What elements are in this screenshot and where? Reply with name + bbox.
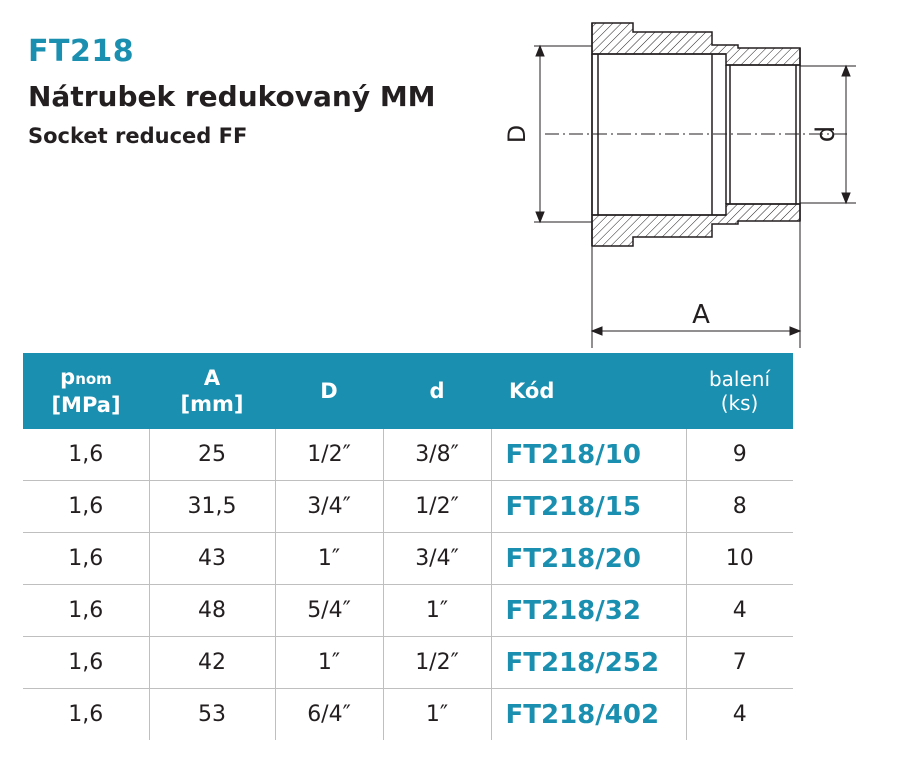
col-header-baleni: balení (ks): [686, 353, 793, 429]
col-header-D: D: [275, 353, 383, 429]
product-title-cz: Nátrubek redukovaný MM: [28, 80, 436, 113]
dimension-label-d: d: [811, 125, 841, 143]
cell-d: 3/8″: [383, 429, 491, 481]
table-row: [23, 429, 793, 481]
cell-a: 42: [149, 637, 275, 689]
cell-baleni: 7: [686, 637, 793, 689]
cell-baleni: 9: [686, 429, 793, 481]
col-header-a: A [mm]: [149, 353, 275, 429]
cell-d: 1″: [383, 689, 491, 741]
cell-pnom: 1,6: [23, 533, 149, 585]
product-code-title: FT218: [28, 34, 135, 69]
cell-baleni: 8: [686, 481, 793, 533]
table-row: [23, 481, 793, 533]
dimension-label-A: A: [692, 300, 710, 330]
cell-pnom: 1,6: [23, 585, 149, 637]
cell-d: 1/2″: [383, 637, 491, 689]
product-title-en: Socket reduced FF: [28, 124, 248, 148]
cell-kod: FT218/20: [491, 533, 686, 585]
cell-kod: FT218/10: [491, 429, 686, 481]
cell-D: 6/4″: [275, 689, 383, 741]
table-row: [23, 533, 793, 585]
cell-a: 25: [149, 429, 275, 481]
fitting-bottom-wall: [592, 204, 800, 246]
table-row: [23, 585, 793, 637]
technical-drawing: [490, 10, 870, 355]
table-row: [23, 689, 793, 741]
cell-pnom: 1,6: [23, 429, 149, 481]
cell-D: 1/2″: [275, 429, 383, 481]
col-header-d: d: [383, 353, 491, 429]
cell-D: 1″: [275, 533, 383, 585]
specification-table: [23, 353, 793, 740]
cell-kod: FT218/402: [491, 689, 686, 741]
cell-d: 3/4″: [383, 533, 491, 585]
dimension-label-D: D: [503, 124, 531, 144]
table-header-row: [23, 353, 793, 429]
col-header-kod: Kód: [491, 353, 686, 429]
cell-a: 53: [149, 689, 275, 741]
cell-a: 48: [149, 585, 275, 637]
cell-D: 1″: [275, 637, 383, 689]
cell-pnom: 1,6: [23, 481, 149, 533]
cell-kod: FT218/15: [491, 481, 686, 533]
cell-D: 5/4″: [275, 585, 383, 637]
cell-D: 3/4″: [275, 481, 383, 533]
cell-baleni: 4: [732, 702, 747, 727]
cell-baleni: 10: [686, 533, 793, 585]
cell-a: 31,5: [149, 481, 275, 533]
cell-kod: FT218/32: [491, 585, 686, 637]
cell-baleni: 4: [686, 585, 793, 637]
cell-kod: FT218/252: [491, 637, 686, 689]
cell-pnom: 1,6: [23, 689, 149, 741]
col-header-pnom: pnom [MPa]: [23, 353, 149, 429]
cell-pnom: 1,6: [23, 637, 149, 689]
cell-a: 43: [149, 533, 275, 585]
fitting-top-wall: [592, 23, 800, 65]
cell-d: 1/2″: [383, 481, 491, 533]
cell-d: 1″: [383, 585, 491, 637]
table-row: [23, 637, 793, 689]
